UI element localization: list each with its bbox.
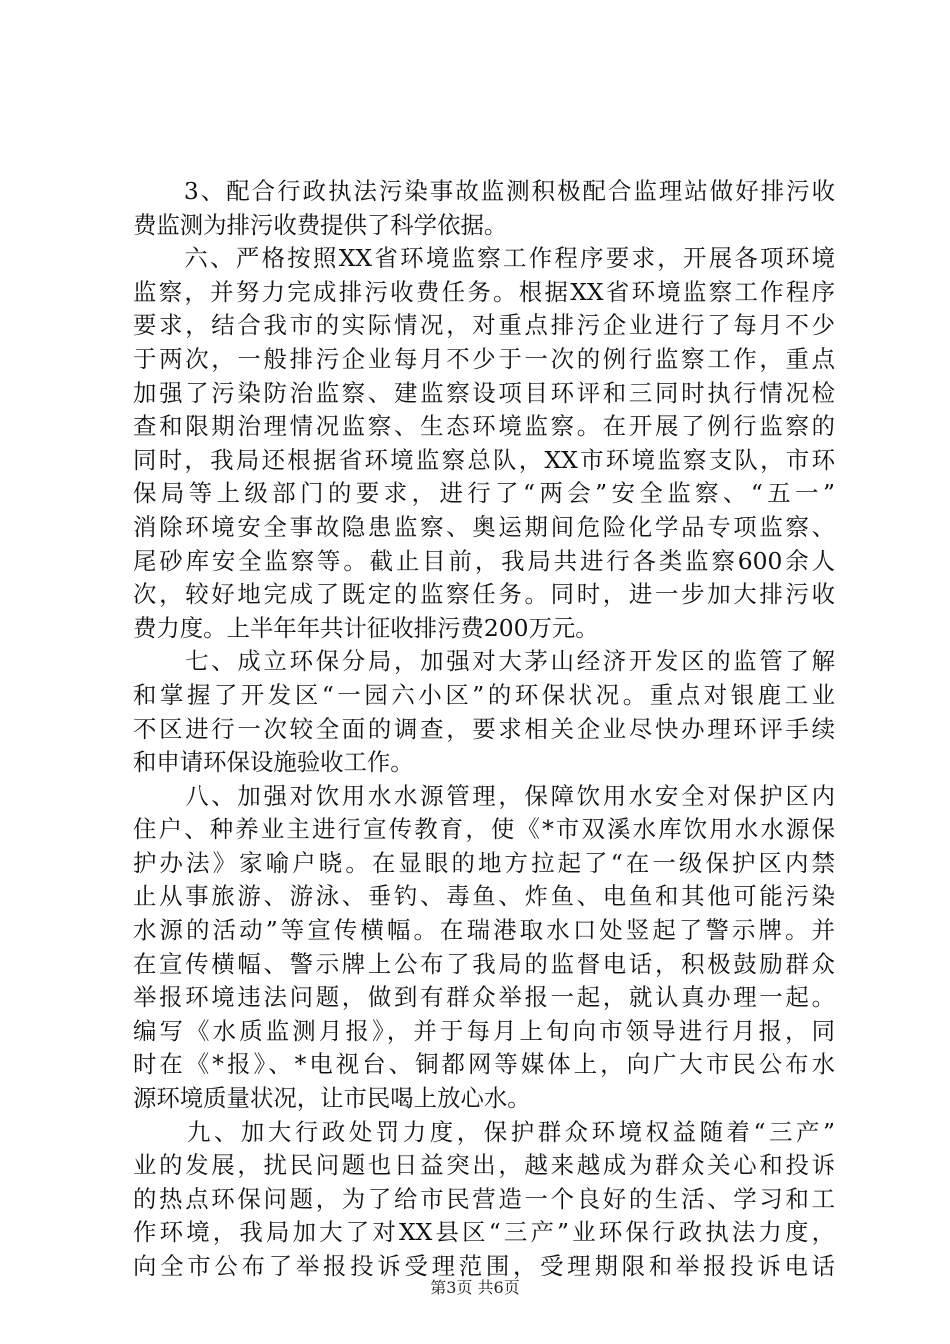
text-line: 费监测为排污收费提供了科学依据。 <box>133 210 508 239</box>
text-line: 六、严格按照XX省环境监察工作程序要求，开展各项环境 <box>133 244 835 273</box>
text-line: 次，较好地完成了既定的监察任务。同时，进一步加大排污收 <box>133 580 835 609</box>
text-line: 和申请环保设施验收工作。 <box>133 748 414 777</box>
text-line: 消除环境安全事故隐患监察、奥运期间危险化学品专项监察、 <box>133 512 835 541</box>
text-line: 在宣传横幅、警示牌上公布了我局的监督电话，积极鼓励群众 <box>133 949 835 978</box>
document-body <box>133 175 835 1284</box>
text-line: 加强了污染防治监察、建监察设项目环评和三同时执行情况检 <box>133 378 835 407</box>
text-line: 八、加强对饮用水水源管理，保障饮用水安全对保护区内 <box>133 781 835 810</box>
text-line: 举报环境违法问题，做到有群众举报一起，就认真办理一起。 <box>133 983 835 1012</box>
text-line: 尾砂库安全监察等。截止目前，我局共进行各类监察600余人 <box>133 546 835 575</box>
text-line: 保局等上级部门的要求，进行了“两会”安全监察、“五一” <box>133 479 835 508</box>
text-line: 七、成立环保分局，加强对大茅山经济开发区的监管了解 <box>133 647 835 676</box>
text-line: 时在《*报》、*电视台、铜都网等媒体上，向广大市民公布水 <box>133 1050 835 1079</box>
text-line: 3、配合行政执法污染事故监测积极配合监理站做好排污收 <box>133 177 835 205</box>
text-line: 编写《水质监测月报》，并于每月上旬向市领导进行月报，同 <box>133 1016 835 1045</box>
text-line: 护办法》家喻户晓。在显眼的地方拉起了“在一级保护区内禁 <box>133 848 835 877</box>
text-line: 源环境质量状况，让市民喝上放心水。 <box>133 1084 531 1113</box>
text-line: 要求，结合我市的实际情况，对重点排污企业进行了每月不少 <box>133 311 835 340</box>
text-line: 的热点环保问题，为了给市民营造一个良好的生活、学习和工 <box>133 1184 835 1213</box>
text-line: 查和限期治理情况监察、生态环境监察。在开展了例行监察的 <box>133 412 835 441</box>
text-line: 监察，并努力完成排污收费任务。根据XX省环境监察工作程序 <box>133 277 835 306</box>
text-line: 九、加大行政处罚力度，保护群众环境权益随着“三产” <box>133 1117 835 1146</box>
text-line: 止从事旅游、游泳、垂钓、毒鱼、炸鱼、电鱼和其他可能污染 <box>133 882 835 911</box>
page-footer: 第3页 共6页 <box>430 1278 520 1297</box>
text-line: 住户、种养业主进行宣传教育，使《*市双溪水库饮用水水源保 <box>133 815 835 844</box>
text-line: 业的发展，扰民问题也日益突出，越来越成为群众关心和投诉 <box>133 1151 835 1180</box>
text-line: 和掌握了开发区“一园六小区”的环保状况。重点对银鹿工业 <box>133 680 835 709</box>
text-line: 作环境，我局加大了对XX县区“三产”业环保行政执法力度， <box>133 1218 835 1247</box>
text-line: 费力度。上半年年共计征收排污费200万元。 <box>133 613 599 642</box>
text-line: 向全市公布了举报投诉受理范围，受理期限和举报投诉电话 <box>133 1252 835 1280</box>
text-line: 水源的活动”等宣传横幅。在瑞港取水口处竖起了警示牌。并 <box>133 916 835 945</box>
text-line: 于两次，一般排污企业每月不少于一次的例行监察工作，重点 <box>133 344 835 373</box>
text-line: 同时，我局还根据省环境监察总队，XX市环境监察支队，市环 <box>133 445 835 474</box>
text-line: 不区进行一次较全面的调查，要求相关企业尽快办理环评手续 <box>133 714 835 743</box>
